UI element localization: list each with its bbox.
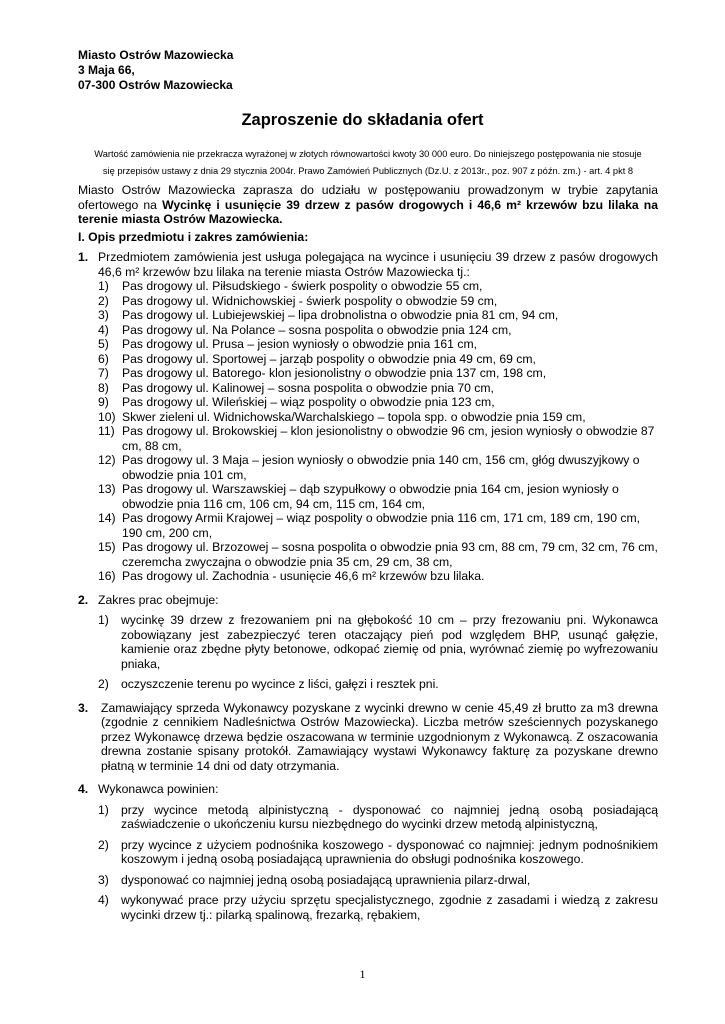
list-number: 8) (98, 380, 109, 395)
list-number: 2) (98, 293, 109, 308)
item-number: 2. (78, 592, 89, 607)
item-number: 3. (78, 700, 89, 715)
list-text: dysponować co najmniej jedną osobą posiadającą uprawnienia pilarz-drwal, (121, 872, 531, 887)
work-scope-list (98, 613, 658, 692)
intro-paragraph (78, 183, 658, 227)
section-item-2 (78, 593, 658, 692)
document-body (78, 183, 658, 922)
list-text: Pas drogowy ul. Widnichowskiej - świerk pospolity o obwodzie 59 cm, (122, 293, 498, 308)
intro-subject: Wycinkę i usunięcie 39 drzew z pasów drogowych i 46,6 m² krzewów bzu lilaka na terenie miasta Ostrów Mazowiecka. (78, 197, 658, 226)
list-number: 4) (98, 893, 109, 907)
section-item-4 (78, 782, 658, 922)
list-text: Pas drogowy ul. Warszawskiej – dąb szypułkowy o obwodzie pnia 164 cm, jesion wyniosły o obwodzie pnia 116 cm, 106 cm, 94 cm, 115 cm, 164 cm, (122, 482, 619, 511)
list-text: Pas drogowy ul. Sportowej – jarząb pospolity o obwodzie pnia 49 cm, 69 cm, (122, 351, 536, 366)
list-number: 3) (98, 872, 109, 887)
list-number: 12) (98, 453, 116, 467)
section-item-3 (78, 701, 658, 774)
list-number: 6) (98, 351, 109, 366)
list-item (98, 873, 658, 888)
address-line: 3 Maja 66, (78, 63, 135, 77)
list-text: Pas drogowy ul. 3 Maja – jesion wyniosły o obwodzie pnia 140 cm, 156 cm, głóg dwuszyjkowy o obwodzie pnia 101 cm, (122, 453, 640, 482)
item-text: Przedmiotem zamówienia jest usługa polegająca na wycince i usunięciu 39 drzew z pasów drogowych 46,6 m² krzewów bzu lilaka na terenie miasta Ostrów Mazowiecka tj.: (98, 250, 658, 279)
page-number: 1 (359, 967, 366, 981)
list-item (98, 395, 658, 410)
list-number: 13) (98, 482, 116, 496)
list-text: Pas drogowy ul. Kalinowej – sosna pospolita o obwodzie pnia 70 cm, (122, 380, 494, 395)
list-item (98, 569, 658, 584)
list-number: 2) (98, 837, 109, 852)
list-number: 4) (98, 322, 109, 337)
list-text: Pas drogowy ul. Piłsudskiego - świerk pospolity o obwodzie 55 cm, (122, 279, 483, 293)
list-text: Skwer zieleni ul. Widnichowska/Warchalskiego – topola spp. o obwodzie pnia 159 cm, (122, 409, 586, 424)
list-number: 1) (98, 279, 109, 293)
intro-text: Miasto Ostrów Mazowiecka zaprasza do udziału w postępowaniu prowadzonym w trybie zapytania ofertowego na (78, 183, 658, 212)
list-text: Pas drogowy ul. Prusa – jesion wyniosły o obwodzie pnia 161 cm, (122, 337, 477, 351)
list-text: Pas drogowy ul. Lubiejewskiej – lipa drobnolistna o obwodzie pnia 81 cm, 94 cm, (122, 308, 559, 322)
list-item (98, 279, 658, 294)
list-number: 16) (98, 569, 116, 583)
list-item (98, 323, 658, 338)
list-number: 1) (98, 802, 109, 817)
item-text: Zakres prac obejmuje: (98, 592, 219, 607)
item-text: Wykonawca powinien: (98, 782, 219, 796)
list-number: 7) (98, 366, 109, 380)
list-item (98, 838, 658, 867)
item-number: 1. (78, 250, 89, 264)
list-item (98, 308, 658, 323)
sender-address (78, 48, 233, 93)
list-item (98, 381, 658, 396)
list-item (98, 453, 658, 482)
section-heading: I. Opis przedmiotu i zakres zamówienia: (78, 229, 309, 244)
list-item (98, 424, 658, 453)
list-text: Pas drogowy ul. Na Polance – sosna pospolita o obwodzie pnia 124 cm, (122, 322, 512, 337)
address-line: 07-300 Ostrów Mazowiecka (78, 78, 233, 92)
list-text: przy wycince z użyciem podnośnika koszowego - dysponować co najmniej: jednym podnośnikiem koszowym i jedną osobą posiadającą uprawnienia do obsługi podnośnika koszowego. (121, 837, 658, 866)
list-text: przy wycince metodą alpinistyczną - dysponować co najmniej jedną osobą posiadającą zaświadczenie o ukończeniu kursu niezbędnego do wycinki drzew metodą alpinistyczną, (121, 802, 658, 831)
list-text: Pas drogowy ul. Brokowskiej – klon jesionolistny o obwodzie 96 cm, jesion wyniosły o obwodzie 87 cm, 88 cm, (122, 424, 655, 453)
list-number: 10) (98, 409, 116, 424)
document-title: Zaproszenie do składania ofert (241, 111, 484, 129)
list-number: 2) (98, 677, 109, 691)
list-item (98, 803, 658, 832)
legal-note-line: Wartość zamówienia nie przekracza wyrażonej w złotych równowartości kwoty 30 000 euro. Do niniejszego postępowania nie stosuje (94, 149, 642, 159)
address-line: Miasto Ostrów Mazowiecka (78, 48, 234, 62)
item-number: 4. (78, 782, 89, 796)
list-text: Pas drogowy ul. Zachodnia - usunięcie 46,6 m² krzewów bzu lilaka. (122, 569, 485, 583)
list-item (98, 294, 658, 309)
list-item (98, 352, 658, 367)
list-text: wykonywać prace przy użyciu sprzętu specjalistycznego, zgodnie z zasadami i wiedzą z zakresu wycinki drzew tj.: pilarką spalinową, frezarką, rębakiem, (121, 893, 658, 922)
list-item (98, 613, 658, 671)
list-number: 1) (98, 613, 109, 627)
list-item (98, 677, 658, 692)
list-number: 3) (98, 308, 109, 322)
list-item (98, 511, 658, 540)
list-number: 5) (98, 337, 109, 351)
list-text: Pas drogowy ul. Batorego- klon jesionolistny o obwodzie pnia 137 cm, 198 cm, (122, 366, 547, 380)
list-text: Pas drogowy ul. Wileńskiej – wiąz pospolity o obwodzie pnia 123 cm, (122, 395, 495, 409)
list-item (98, 366, 658, 381)
list-text: Pas drogowy ul. Brzozowej – sosna pospolita o obwodzie pnia 93 cm, 88 cm, 79 cm, 32 cm, 76 cm, czeremcha zwyczajna o obwodzie pnia 35 cm, 29 cm, 38 cm, (122, 540, 658, 569)
legal-note-line: się przepisów ustawy z dnia 29 stycznia 2004r. Prawo Zamówień Publicznych (Dz.U. z 2013r., poz. 907 z późn. zm.) - art. 4 pkt 8 (102, 166, 634, 176)
list-number: 14) (98, 511, 116, 525)
list-item (98, 540, 658, 569)
list-item (98, 893, 658, 922)
list-number: 11) (98, 424, 115, 438)
list-text: oczyszczenie terenu po wycince z liści, gałęzi i resztek pni. (121, 677, 439, 691)
list-item (98, 337, 658, 352)
section-item-1 (78, 250, 658, 584)
legal-note (78, 146, 658, 180)
tree-list (98, 279, 658, 584)
item-text: Zamawiający sprzeda Wykonawcy pozyskane z wycinki drewno w cenie 45,49 zł brutto za m3 drewna (zgodnie z cennikiem Nadleśnictwa Ostrów Mazowiecka). Liczba metrów sześciennych pozyskanego przez Wykonawcę drzewa będzie oszacowana w terminie uzgodnionym z Wykonawcą. Z oszacowania drewna zostanie spisany protokół. Zamawiający wystawi Wykonawcy fakturę za pozyskane drewno płatną w terminie 14 dni od daty otrzymania. (101, 700, 658, 773)
requirements-list (98, 803, 658, 923)
list-text: wycinkę 39 drzew z frezowaniem pni na głębokość 10 cm – przy frezowaniu pni. Wykonawca zobowiązany jest zabezpieczyć teren otaczający pień pod względem BHP, usunąć gałęzie, kamienie oraz zbędne płyty betonowe, odkopać ziemię od pnia, wyrównać ziemię po wyfrezowaniu pniaka, (121, 613, 658, 671)
list-number: 9) (98, 395, 109, 409)
list-text: Pas drogowy Armii Krajowej – wiąz pospolity o obwodzie pnia 116 cm, 171 cm, 189 cm, 190 cm, 190 cm, 200 cm, (122, 511, 640, 540)
list-item (98, 482, 658, 511)
list-item (98, 410, 658, 425)
list-number: 15) (98, 540, 116, 554)
